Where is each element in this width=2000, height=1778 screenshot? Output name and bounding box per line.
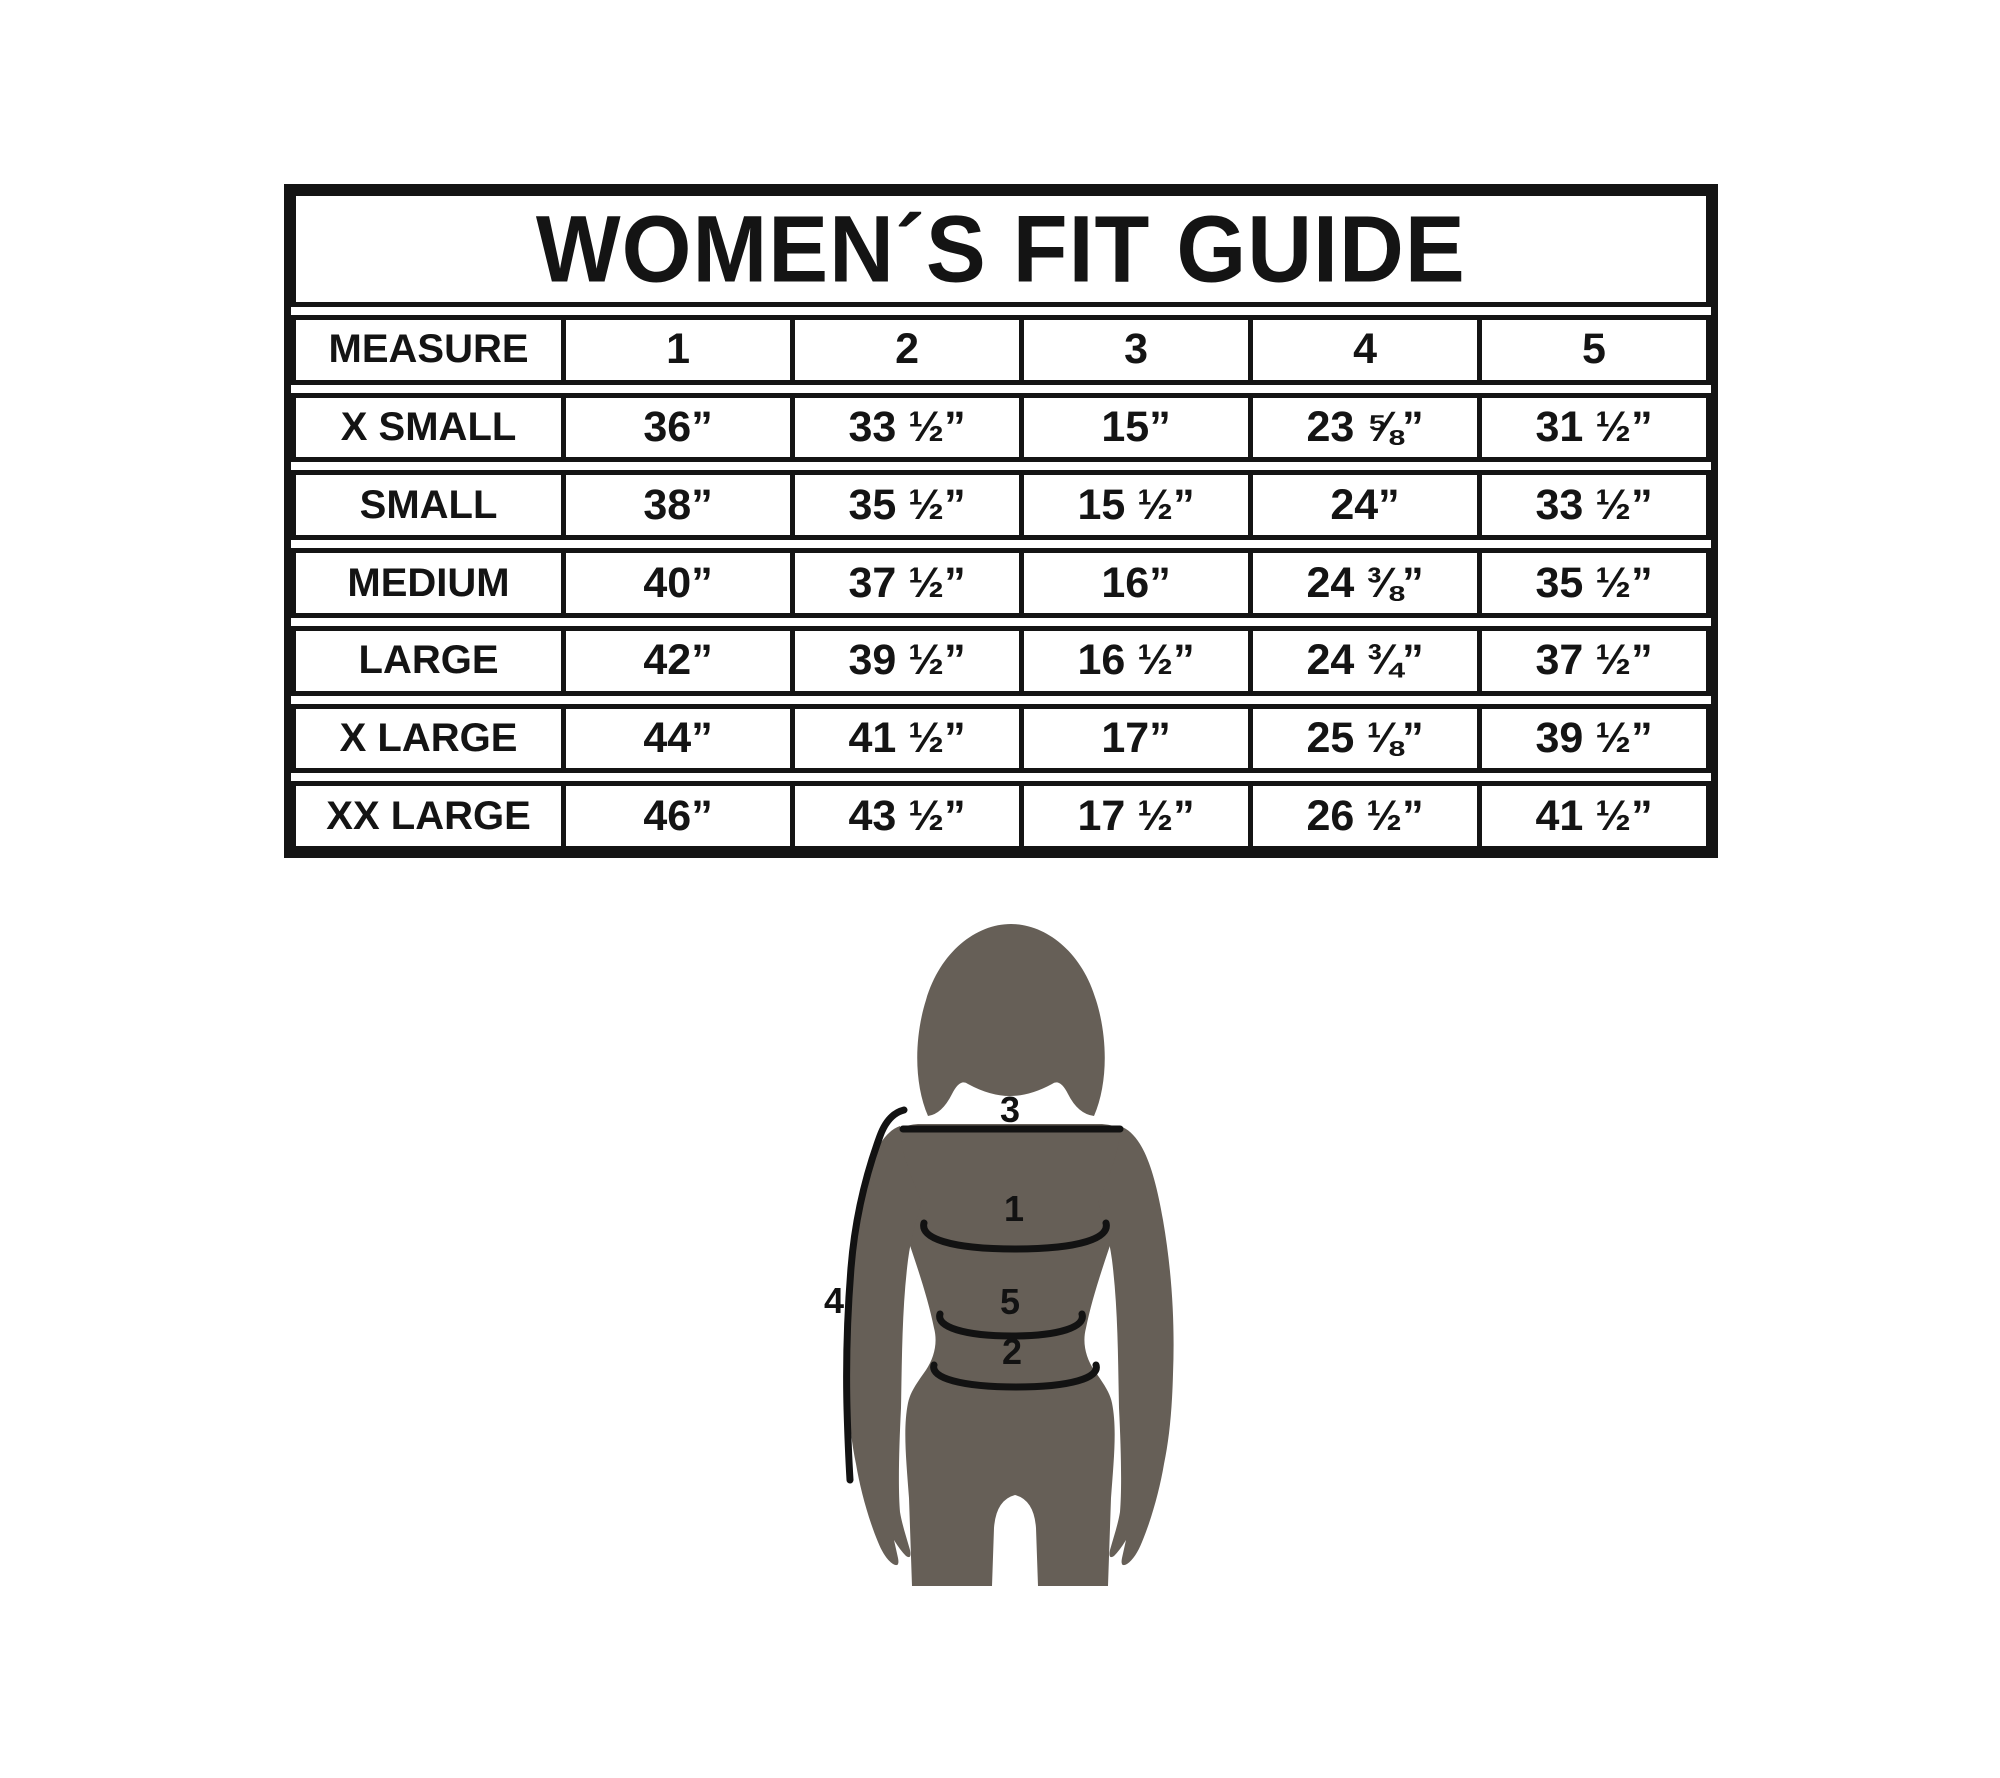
size-label-cell: XX LARGE <box>326 793 531 838</box>
size-table <box>284 184 1718 858</box>
measurement-cell: 15” <box>1019 398 1248 458</box>
measurement-cell: 35 ½” <box>790 475 1019 535</box>
measurement-cell: 39 ½” <box>1477 709 1706 769</box>
header-col-5: 5 <box>1477 320 1706 380</box>
measurement-cell: 40” <box>561 553 790 613</box>
table-row-small <box>291 470 1711 540</box>
shoulder-label: 3 <box>999 1089 1021 1130</box>
size-label-cell: LARGE <box>358 638 499 683</box>
measurement-cell: 46” <box>561 786 790 846</box>
size-label-cell: SMALL <box>359 482 498 527</box>
table-row-medium <box>291 548 1711 618</box>
table-row-xsmall <box>291 393 1711 463</box>
measurement-cell: 31 ½” <box>1477 398 1706 458</box>
hair-shape <box>917 924 1105 1116</box>
measurement-cell: 25 ⅛” <box>1248 709 1477 769</box>
header-col-3: 3 <box>1019 320 1248 380</box>
measurement-cell: 38” <box>561 475 790 535</box>
header-measure: MEASURE <box>328 327 529 372</box>
size-label-cell: X SMALL <box>340 405 517 450</box>
measurement-cell: 41 ½” <box>1477 786 1706 846</box>
measurement-cell: 17” <box>1019 709 1248 769</box>
measurement-cell: 23 ⅝” <box>1248 398 1477 458</box>
measurement-cell: 39 ½” <box>790 631 1019 691</box>
measurement-cell: 43 ½” <box>790 786 1019 846</box>
measurement-cell: 15 ½” <box>1019 475 1248 535</box>
measurement-cell: 42” <box>561 631 790 691</box>
page-title: WOMEN´S FIT GUIDE <box>536 195 1466 302</box>
measurement-cell: 35 ½” <box>1477 553 1706 613</box>
waist-label: 5 <box>999 1281 1021 1322</box>
table-row-xxlarge <box>291 781 1711 851</box>
measurement-cell: 33 ½” <box>1477 475 1706 535</box>
measurement-cell: 33 ½” <box>790 398 1019 458</box>
measurement-cell: 37 ½” <box>1477 631 1706 691</box>
size-label-cell: MEDIUM <box>347 560 510 605</box>
table-row-large <box>291 626 1711 696</box>
header-col-4: 4 <box>1248 320 1477 380</box>
measurement-cell: 37 ½” <box>790 553 1019 613</box>
measurement-cell: 24” <box>1248 475 1477 535</box>
measurement-cell: 16 ½” <box>1019 631 1248 691</box>
measurement-cell: 44” <box>561 709 790 769</box>
table-title-box <box>291 191 1711 307</box>
table-header-row <box>291 315 1711 385</box>
measurement-cell: 17 ½” <box>1019 786 1248 846</box>
hip-label: 2 <box>1001 1331 1023 1372</box>
body-measurement-figure <box>790 888 1202 1668</box>
sleeve-label: 4 <box>823 1280 845 1321</box>
size-label-cell: X LARGE <box>339 715 518 760</box>
measurement-cell: 24 ¾” <box>1248 631 1477 691</box>
bust-label: 1 <box>1003 1188 1025 1229</box>
table-row-xlarge <box>291 704 1711 774</box>
measurement-cell: 41 ½” <box>790 709 1019 769</box>
measurement-cell: 16” <box>1019 553 1248 613</box>
measurement-cell: 26 ½” <box>1248 786 1477 846</box>
header-col-2: 2 <box>790 320 1019 380</box>
header-col-1: 1 <box>561 320 790 380</box>
measurement-cell: 36” <box>561 398 790 458</box>
measurement-cell: 24 ⅜” <box>1248 553 1477 613</box>
